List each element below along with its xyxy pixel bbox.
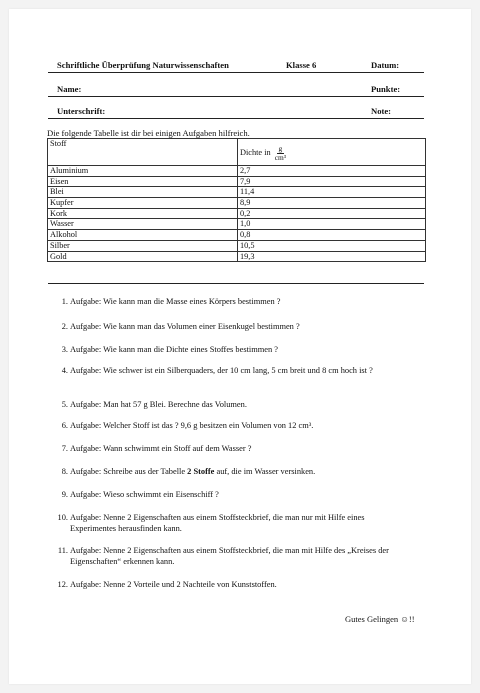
density-cell: 0,2 [238,208,426,219]
task-item [61,490,400,501]
header-density [238,139,426,166]
density-cell: 19,3 [238,251,426,262]
task-item [57,546,400,567]
name-label: Name: [57,84,82,94]
points-label: Punkte: [371,84,401,94]
task-number: 2. [61,322,68,331]
table-row [48,208,426,219]
task-number: 1. [61,297,68,306]
task-text: Aufgabe: Wann schwimmt ein Stoff auf dem Wasser ? [70,444,252,453]
task-number: 9. [61,490,68,499]
substance-cell: Alkohol [48,230,238,241]
task-item [61,421,400,432]
density-cell: 1,0 [238,219,426,230]
table-row [48,176,426,187]
substance-cell: Kupfer [48,198,238,209]
task-text: Aufgabe: Wie kann man das Volumen einer Eisenkugel bestimmen ? [70,322,300,331]
worksheet-title: Schriftliche Überprüfung Naturwissenschaften [57,60,229,70]
density-cell: 2,7 [238,166,426,177]
task-number: 11. [57,546,68,555]
substance-cell: Silber [48,240,238,251]
substance-cell: Aluminium [48,166,238,177]
task-text-end: auf, die im Wasser versinken. [214,467,316,476]
header-divider-2 [48,96,424,97]
task-item [61,467,400,478]
task-emphasis: 2 Stoffe [187,467,215,476]
task-item [61,345,400,356]
task-text: Aufgabe: Schreibe aus der Tabelle [70,467,188,476]
task-number: 12. [57,580,68,589]
header-substance: Stoff [48,139,238,166]
signature-label: Unterschrift: [57,106,106,116]
task-text: Aufgabe: Wie kann man die Masse eines Körpers bestimmen ? [70,297,281,306]
task-number: 5. [61,400,68,409]
table-row [48,230,426,241]
task-number: 3. [61,345,68,354]
task-item [61,366,400,377]
task-text: Aufgabe: Wie kann man die Dichte eines Stoffes bestimmen ? [70,345,278,354]
table-row [48,187,426,198]
table-row [48,166,426,177]
task-text: Aufgabe: Welcher Stoff ist das ? 9,6 g besitzen ein Volumen von 12 cm³. [70,421,314,430]
density-label: Dichte in [240,148,271,157]
header-divider-3 [48,118,424,119]
task-number: 4. [61,366,68,375]
grade-label: Note: [371,106,392,116]
density-cell: 8,9 [238,198,426,209]
density-cell: 10,5 [238,240,426,251]
task-text: Aufgabe: Nenne 2 Vorteile und 2 Nachteile von Kunststoffen. [70,580,277,589]
task-text: Aufgabe: Man hat 57 g Blei. Berechne das Volumen. [70,400,247,409]
density-cell: 0,8 [238,230,426,241]
task-item [61,400,400,411]
task-item [57,513,400,534]
density-cell: 7,9 [238,176,426,187]
density-unit [275,145,286,162]
task-text: Aufgabe: Wie schwer ist ein Silberquaders, der 10 cm lang, 5 cm breit und 8 cm hoch ist ? [70,366,373,375]
task-text: Aufgabe: Nenne 2 Eigenschaften aus einem Stoffsteckbrief, die man mit Hilfe des „Kreises der Eigenschaften“ erkennen kann. [70,546,389,566]
table-row [48,198,426,209]
substance-cell: Gold [48,251,238,262]
substance-cell: Wasser [48,219,238,230]
table-row [48,240,426,251]
substance-cell: Eisen [48,176,238,187]
table-row [48,251,426,262]
substance-cell: Kork [48,208,238,219]
class-label: Klasse 6 [286,60,317,70]
task-text: Aufgabe: Wieso schwimmt ein Eisenschiff ? [70,490,219,499]
table-intro: Die folgende Tabelle ist dir bei einigen Aufgaben hilfreich. [47,128,250,138]
task-number: 7. [61,444,68,453]
closing-note: Gutes Gelingen ☺!! [345,614,415,624]
task-item [57,580,400,591]
substance-cell: Blei [48,187,238,198]
date-label: Datum: [371,60,400,70]
task-item [61,444,400,455]
task-item [61,297,400,308]
density-cell: 11,4 [238,187,426,198]
section-divider [48,283,424,284]
density-table [47,138,426,262]
task-number: 10. [57,513,68,522]
header-divider-1 [48,72,424,73]
task-text: Aufgabe: Nenne 2 Eigenschaften aus einem Stoffsteckbrief, die man nur mit Hilfe eines Experimentes herausfinden kann. [70,513,365,533]
table-row [48,219,426,230]
unit-denominator: cm³ [274,152,286,162]
unit-numerator: g [278,143,283,153]
task-number: 6. [61,421,68,430]
table-header-row [48,139,426,166]
task-number: 8. [61,467,68,476]
task-item [61,322,400,333]
